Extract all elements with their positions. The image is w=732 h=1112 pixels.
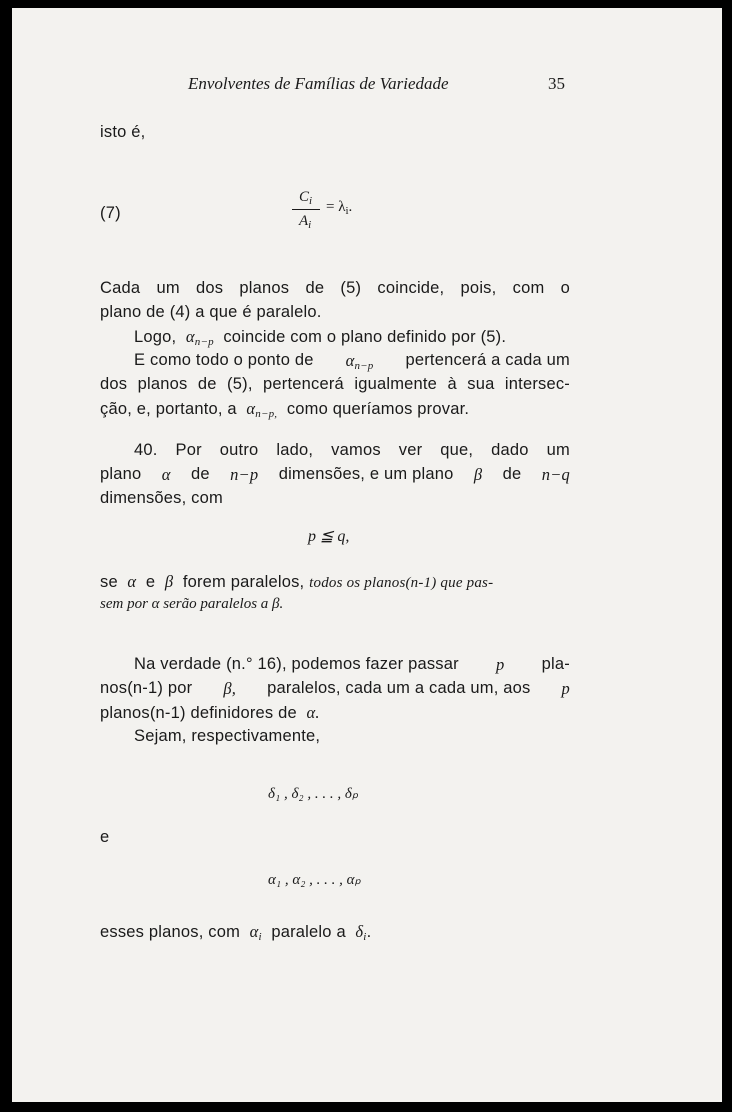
text-line: Logo, $\alpha_{n-p}$ coincide com o plano definido por (5). xyxy=(134,327,507,348)
text-line: e xyxy=(100,828,110,846)
delta-list: δ₁ , δ₂ , . . . , δₚ xyxy=(268,786,359,802)
text-line: plano α de n−p dimensões, e um plano β de n−q xyxy=(100,465,570,484)
fraction-bar xyxy=(292,209,320,210)
alpha-list: α₁ , α₂ , . . . , αₚ xyxy=(268,872,361,888)
text-line: nos(n-1) por β, paralelos, cada um a cada um, aos p xyxy=(100,679,570,698)
text-line: ção, e, portanto, a $\alpha_{n-p,}$ como queríamos provar. xyxy=(100,399,470,420)
inequality: p ≦ q, xyxy=(308,528,350,545)
text-line: esses planos, com $\alpha_i$ paralelo a $\delta_i$. xyxy=(100,922,372,943)
text-line: 40. Por outro lado, vamos ver que, dado um xyxy=(134,441,570,459)
text-line: sem por α serão paralelos a β. xyxy=(100,596,284,612)
text-line: isto é, xyxy=(100,123,146,141)
text-line: Na verdade (n.° 16), podemos fazer passar p pla- xyxy=(134,655,570,674)
text-line: Cada um dos planos de (5) coincide, pois, com o xyxy=(100,279,570,297)
equation-denominator: $A_i$ xyxy=(299,213,312,231)
text-line: Sejam, respectivamente, xyxy=(134,727,321,745)
text-line: plano de (4) a que é paralelo. xyxy=(100,303,322,321)
equation-numerator: $C_i$ xyxy=(299,189,313,207)
equation-rhs: = $\lambda_i$. xyxy=(326,199,353,217)
text-line: dimensões, com xyxy=(100,489,223,507)
text-line: se α e β forem paralelos, todos os planos(n-1) que pas- xyxy=(100,572,494,591)
text-line: dos planos de (5), pertencerá igualmente à sua intersec- xyxy=(100,375,570,393)
book-page xyxy=(12,8,722,1102)
page-number: 35 xyxy=(548,74,565,93)
text-line: E como todo o ponto de $\alpha_{n-p}$ pertencerá a cada um xyxy=(134,351,570,372)
text-line: planos(n-1) definidores de α. xyxy=(100,703,320,722)
running-title: Envolventes de Famílias de Variedade xyxy=(188,74,449,93)
equation-label: (7) xyxy=(100,204,121,222)
